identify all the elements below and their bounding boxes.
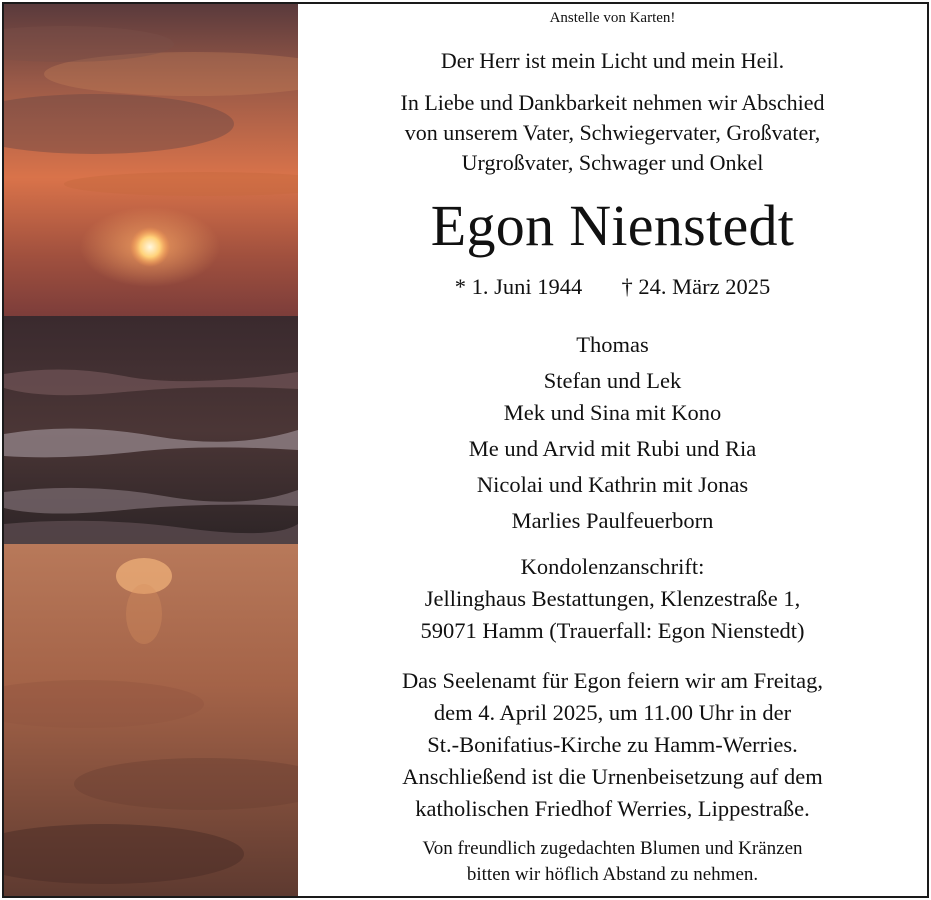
death-date: † 24. März 2025 xyxy=(621,274,771,299)
family-line-5: Nicolai und Kathrin mit Jonas xyxy=(476,472,749,497)
birth-date: * 1. Juni 1944 xyxy=(454,274,583,299)
family-line-4: Me und Arvid mit Rubi und Ria xyxy=(468,436,757,461)
intro-line-3: Urgroßvater, Schwager und Onkel xyxy=(461,150,764,175)
condolence-address-2: 59071 Hamm (Trauerfall: Egon Nienstedt) xyxy=(420,618,805,643)
condolence-address-1: Jellinghaus Bestattungen, Klenzestraße 1, xyxy=(424,586,801,611)
family-line-1: Thomas xyxy=(576,332,649,357)
header-note: Anstelle von Karten! xyxy=(549,10,676,26)
service-line-1: Das Seelenamt für Egon feiern wir am Freitag, xyxy=(401,668,824,693)
sunset-beach-photo xyxy=(4,4,298,896)
service-line-5: katholischen Friedhof Werries, Lippestraße. xyxy=(415,796,810,821)
condolence-label: Kondolenzanschrift: xyxy=(520,554,705,579)
deceased-name: Egon Nienstedt xyxy=(430,193,795,258)
family-line-6: Marlies Paulfeuerborn xyxy=(511,508,714,533)
family-line-3: Mek und Sina mit Kono xyxy=(503,400,722,425)
intro-line-2: von unserem Vater, Schwiegervater, Großvater, xyxy=(404,120,821,145)
notice-text-column xyxy=(298,4,927,896)
closing-line-2: bitten wir höflich Abstand zu nehmen. xyxy=(466,864,759,885)
intro-line-1: In Liebe und Dankbarkeit nehmen wir Abschied xyxy=(400,90,825,115)
life-dates xyxy=(298,274,927,300)
motto: Der Herr ist mein Licht und mein Heil. xyxy=(440,48,785,73)
family-line-2: Stefan und Lek xyxy=(543,368,682,393)
closing-line-1: Von freundlich zugedachten Blumen und Kränzen xyxy=(422,838,803,859)
service-line-4: Anschließend ist die Urnenbeisetzung auf dem xyxy=(402,764,823,789)
service-line-3: St.-Bonifatius-Kirche zu Hamm-Werries. xyxy=(427,732,798,757)
service-line-2: dem 4. April 2025, um 11.00 Uhr in der xyxy=(433,700,792,725)
